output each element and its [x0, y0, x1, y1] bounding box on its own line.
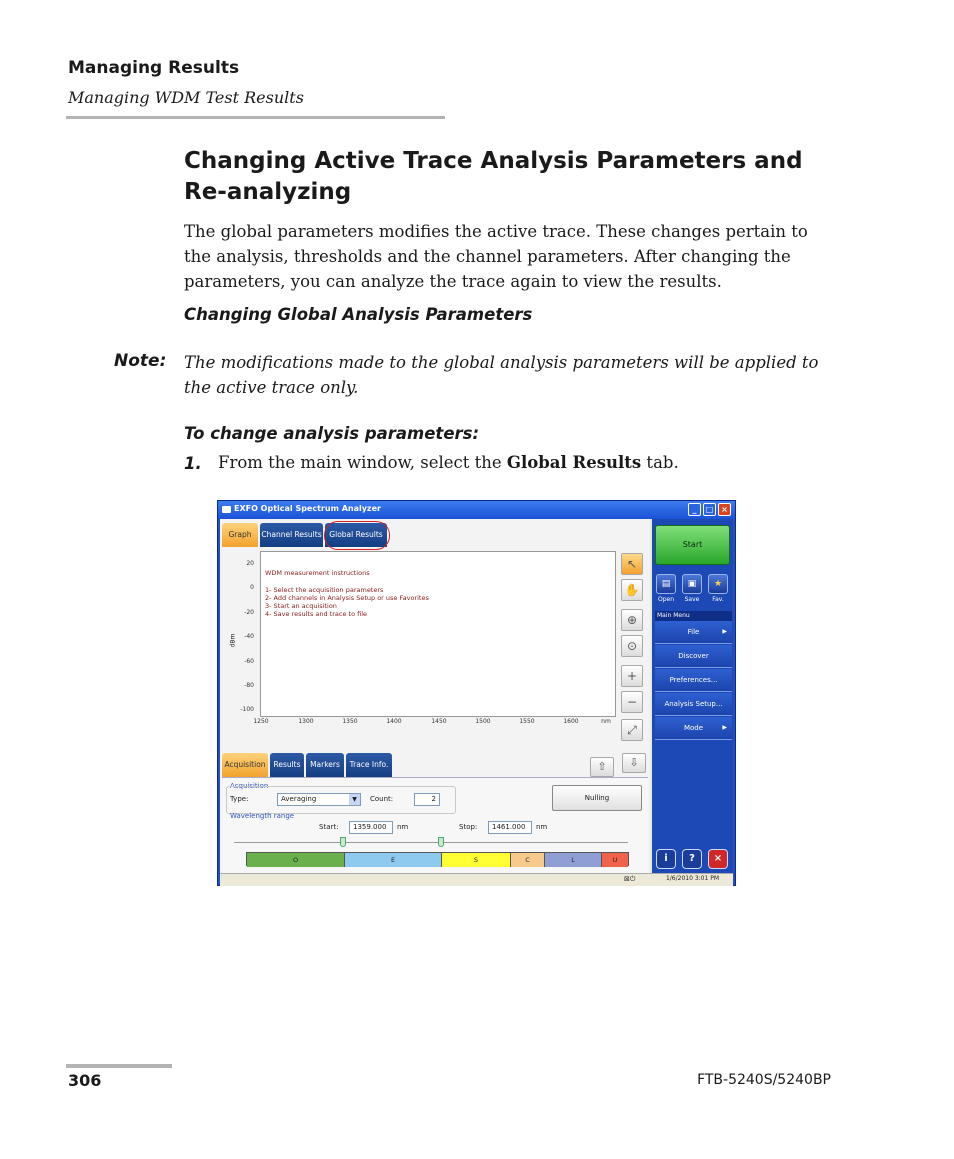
x-unit: nm	[601, 718, 611, 725]
page-number: 306	[68, 1071, 102, 1090]
exit-icon[interactable]: ×	[708, 849, 728, 869]
highlight-circle	[324, 521, 390, 550]
save-disk-icon[interactable]: ▣	[682, 574, 702, 594]
left-pane	[220, 519, 650, 873]
pointer-tool-icon[interactable]: ↖	[621, 553, 643, 575]
stop-slider-handle[interactable]	[438, 837, 444, 847]
maximize-icon[interactable]: □	[703, 503, 716, 516]
footer-model: FTB-5240S/5240BP	[697, 1072, 831, 1088]
running-header-title: Managing Results	[68, 58, 240, 78]
intro-paragraph: The global parameters modifies the active trace. These changes pertain to the analysis, thresholds and the channel parameters. After changing the parameters, you can analyze the trace again to view the results.	[184, 222, 808, 291]
x-tick: 1500	[475, 718, 491, 725]
open-folder-icon[interactable]: ▤	[656, 574, 676, 594]
y-tick: -20	[244, 609, 254, 616]
chevron-down-icon: ▼	[349, 794, 360, 805]
status-icons: ⊠⏻	[624, 875, 636, 883]
step-text-pre: From the main window, select the	[218, 453, 507, 472]
x-tick: 1300	[298, 718, 314, 725]
band-s: S	[442, 853, 511, 867]
start-label: Start:	[319, 823, 339, 831]
instruction-line: 2- Add channels in Analysis Setup or use Favorites	[265, 594, 429, 602]
tab-global-results[interactable]: Global Results	[325, 523, 387, 547]
y-tick: -80	[244, 682, 254, 689]
band-l: L	[545, 853, 602, 867]
step-text	[218, 453, 679, 472]
status-bar	[220, 873, 733, 886]
window-titlebar	[218, 501, 735, 519]
window-title: EXFO Optical Spectrum Analyzer	[234, 504, 381, 513]
x-tick: 1250	[253, 718, 269, 725]
stop-label: Stop:	[459, 823, 478, 831]
footer-rule	[66, 1064, 172, 1068]
open-label: Open	[657, 596, 675, 603]
app-icon	[222, 506, 231, 513]
zoom-out-icon[interactable]: −	[621, 691, 643, 713]
favorites-star-icon[interactable]: ★	[708, 574, 728, 594]
menu-item-discover[interactable]	[655, 645, 732, 668]
wavelength-group-label: Wavelength range	[230, 812, 295, 820]
chevron-right-icon: ▶	[722, 724, 727, 731]
running-header-subtitle: Managing WDM Test Results	[68, 88, 304, 107]
type-value: Averaging	[281, 795, 317, 803]
menu-item-analysis-setup[interactable]	[655, 693, 732, 716]
full-scale-icon[interactable]: ⤢	[621, 719, 643, 741]
y-axis-label: dBm	[229, 633, 237, 648]
instruction-line: 3- Start an acquisition	[265, 602, 337, 610]
status-datetime: 1/6/2010 3:01 PM	[665, 875, 719, 882]
start-unit: nm	[397, 823, 409, 831]
menu-item-preferences[interactable]	[655, 669, 732, 692]
tab-graph[interactable]: Graph	[222, 523, 258, 547]
y-tick: -60	[244, 658, 254, 665]
main-menu-header: Main Menu	[655, 611, 732, 621]
help-icon[interactable]: ?	[682, 849, 702, 869]
step-number: 1.	[184, 454, 202, 473]
type-label: Type:	[230, 795, 249, 803]
acquisition-panel	[222, 777, 648, 874]
start-wavelength-input[interactable]: 1359.000	[349, 821, 393, 834]
x-tick: 1600	[563, 718, 579, 725]
y-tick: -100	[240, 706, 254, 713]
pan-hand-icon[interactable]: ✋	[621, 579, 643, 601]
menu-item-label: Mode	[683, 724, 704, 732]
info-icon[interactable]: i	[656, 849, 676, 869]
window-content	[220, 519, 733, 885]
x-tick: 1450	[431, 718, 447, 725]
step-text-bold: Global Results	[506, 453, 642, 472]
note-label: Note:	[114, 351, 167, 371]
stop-wavelength-input[interactable]: 1461.000	[488, 821, 532, 834]
arrow-up-icon[interactable]: ⇧	[590, 757, 614, 777]
minimize-icon[interactable]: _	[688, 503, 701, 516]
tab-trace-info[interactable]: Trace Info.	[346, 753, 392, 777]
subheading: Changing Global Analysis Parameters	[184, 305, 533, 324]
instruction-line: 1- Select the acquisition parameters	[265, 586, 384, 594]
osa-window-screenshot	[217, 500, 736, 886]
note-text: The modifications made to the global analysis parameters will be applied to the active trace only.	[184, 353, 819, 397]
menu-item-mode[interactable]	[655, 717, 732, 740]
menu-item-label: Preferences...	[669, 676, 718, 684]
menu-item-label: Discover	[678, 652, 709, 660]
chevron-right-icon: ▶	[722, 628, 727, 635]
x-tick: 1350	[342, 718, 358, 725]
start-slider-handle[interactable]	[340, 837, 346, 847]
menu-item-label: File	[687, 628, 700, 636]
menu-item-file[interactable]	[655, 621, 732, 644]
count-label: Count:	[370, 795, 394, 803]
band-u: U	[602, 853, 628, 867]
close-icon[interactable]: ×	[718, 503, 731, 516]
start-button[interactable]: Start	[655, 525, 730, 565]
y-tick: 20	[246, 560, 254, 567]
y-tick: 0	[250, 584, 254, 591]
y-tick: -40	[244, 633, 254, 640]
instruction-line: WDM measurement instructions	[265, 569, 370, 577]
save-label: Save	[684, 596, 700, 603]
type-select[interactable]	[277, 793, 361, 806]
zoom-icon[interactable]: ⊙	[621, 635, 643, 657]
menu-item-label: Analysis Setup...	[664, 700, 723, 708]
x-tick: 1400	[386, 718, 402, 725]
wavelength-bands-bar	[246, 852, 629, 866]
tab-results[interactable]: Results	[270, 753, 304, 777]
nulling-button[interactable]: Nulling	[552, 785, 642, 811]
fav-label: Fav.	[712, 596, 724, 603]
section-heading: Changing Active Trace Analysis Parameters and Re-analyzing	[184, 148, 803, 205]
x-tick: 1550	[519, 718, 535, 725]
tab-channel-results[interactable]: Channel Results	[260, 523, 323, 547]
header-rule	[66, 116, 445, 119]
range-slider-track[interactable]	[234, 842, 628, 843]
acquisition-group-label: Acquisition	[230, 782, 269, 790]
band-o: O	[247, 853, 345, 867]
band-c: C	[511, 853, 545, 867]
step-text-post: tab.	[641, 453, 679, 472]
band-e: E	[345, 853, 442, 867]
right-pane	[652, 519, 733, 873]
arrow-down-icon[interactable]: ⇩	[622, 753, 646, 773]
instruction-line: 4- Save results and trace to file	[265, 610, 368, 618]
tab-markers[interactable]: Markers	[306, 753, 344, 777]
procedure-title: To change analysis parameters:	[184, 424, 480, 443]
stop-unit: nm	[536, 823, 548, 831]
tab-acquisition[interactable]: Acquisition	[222, 753, 268, 777]
zoom-in-icon[interactable]: +	[621, 665, 643, 687]
spectrum-graph[interactable]	[260, 551, 616, 717]
count-input[interactable]: 2	[414, 793, 440, 806]
zoom-area-icon[interactable]: ⊕	[621, 609, 643, 631]
